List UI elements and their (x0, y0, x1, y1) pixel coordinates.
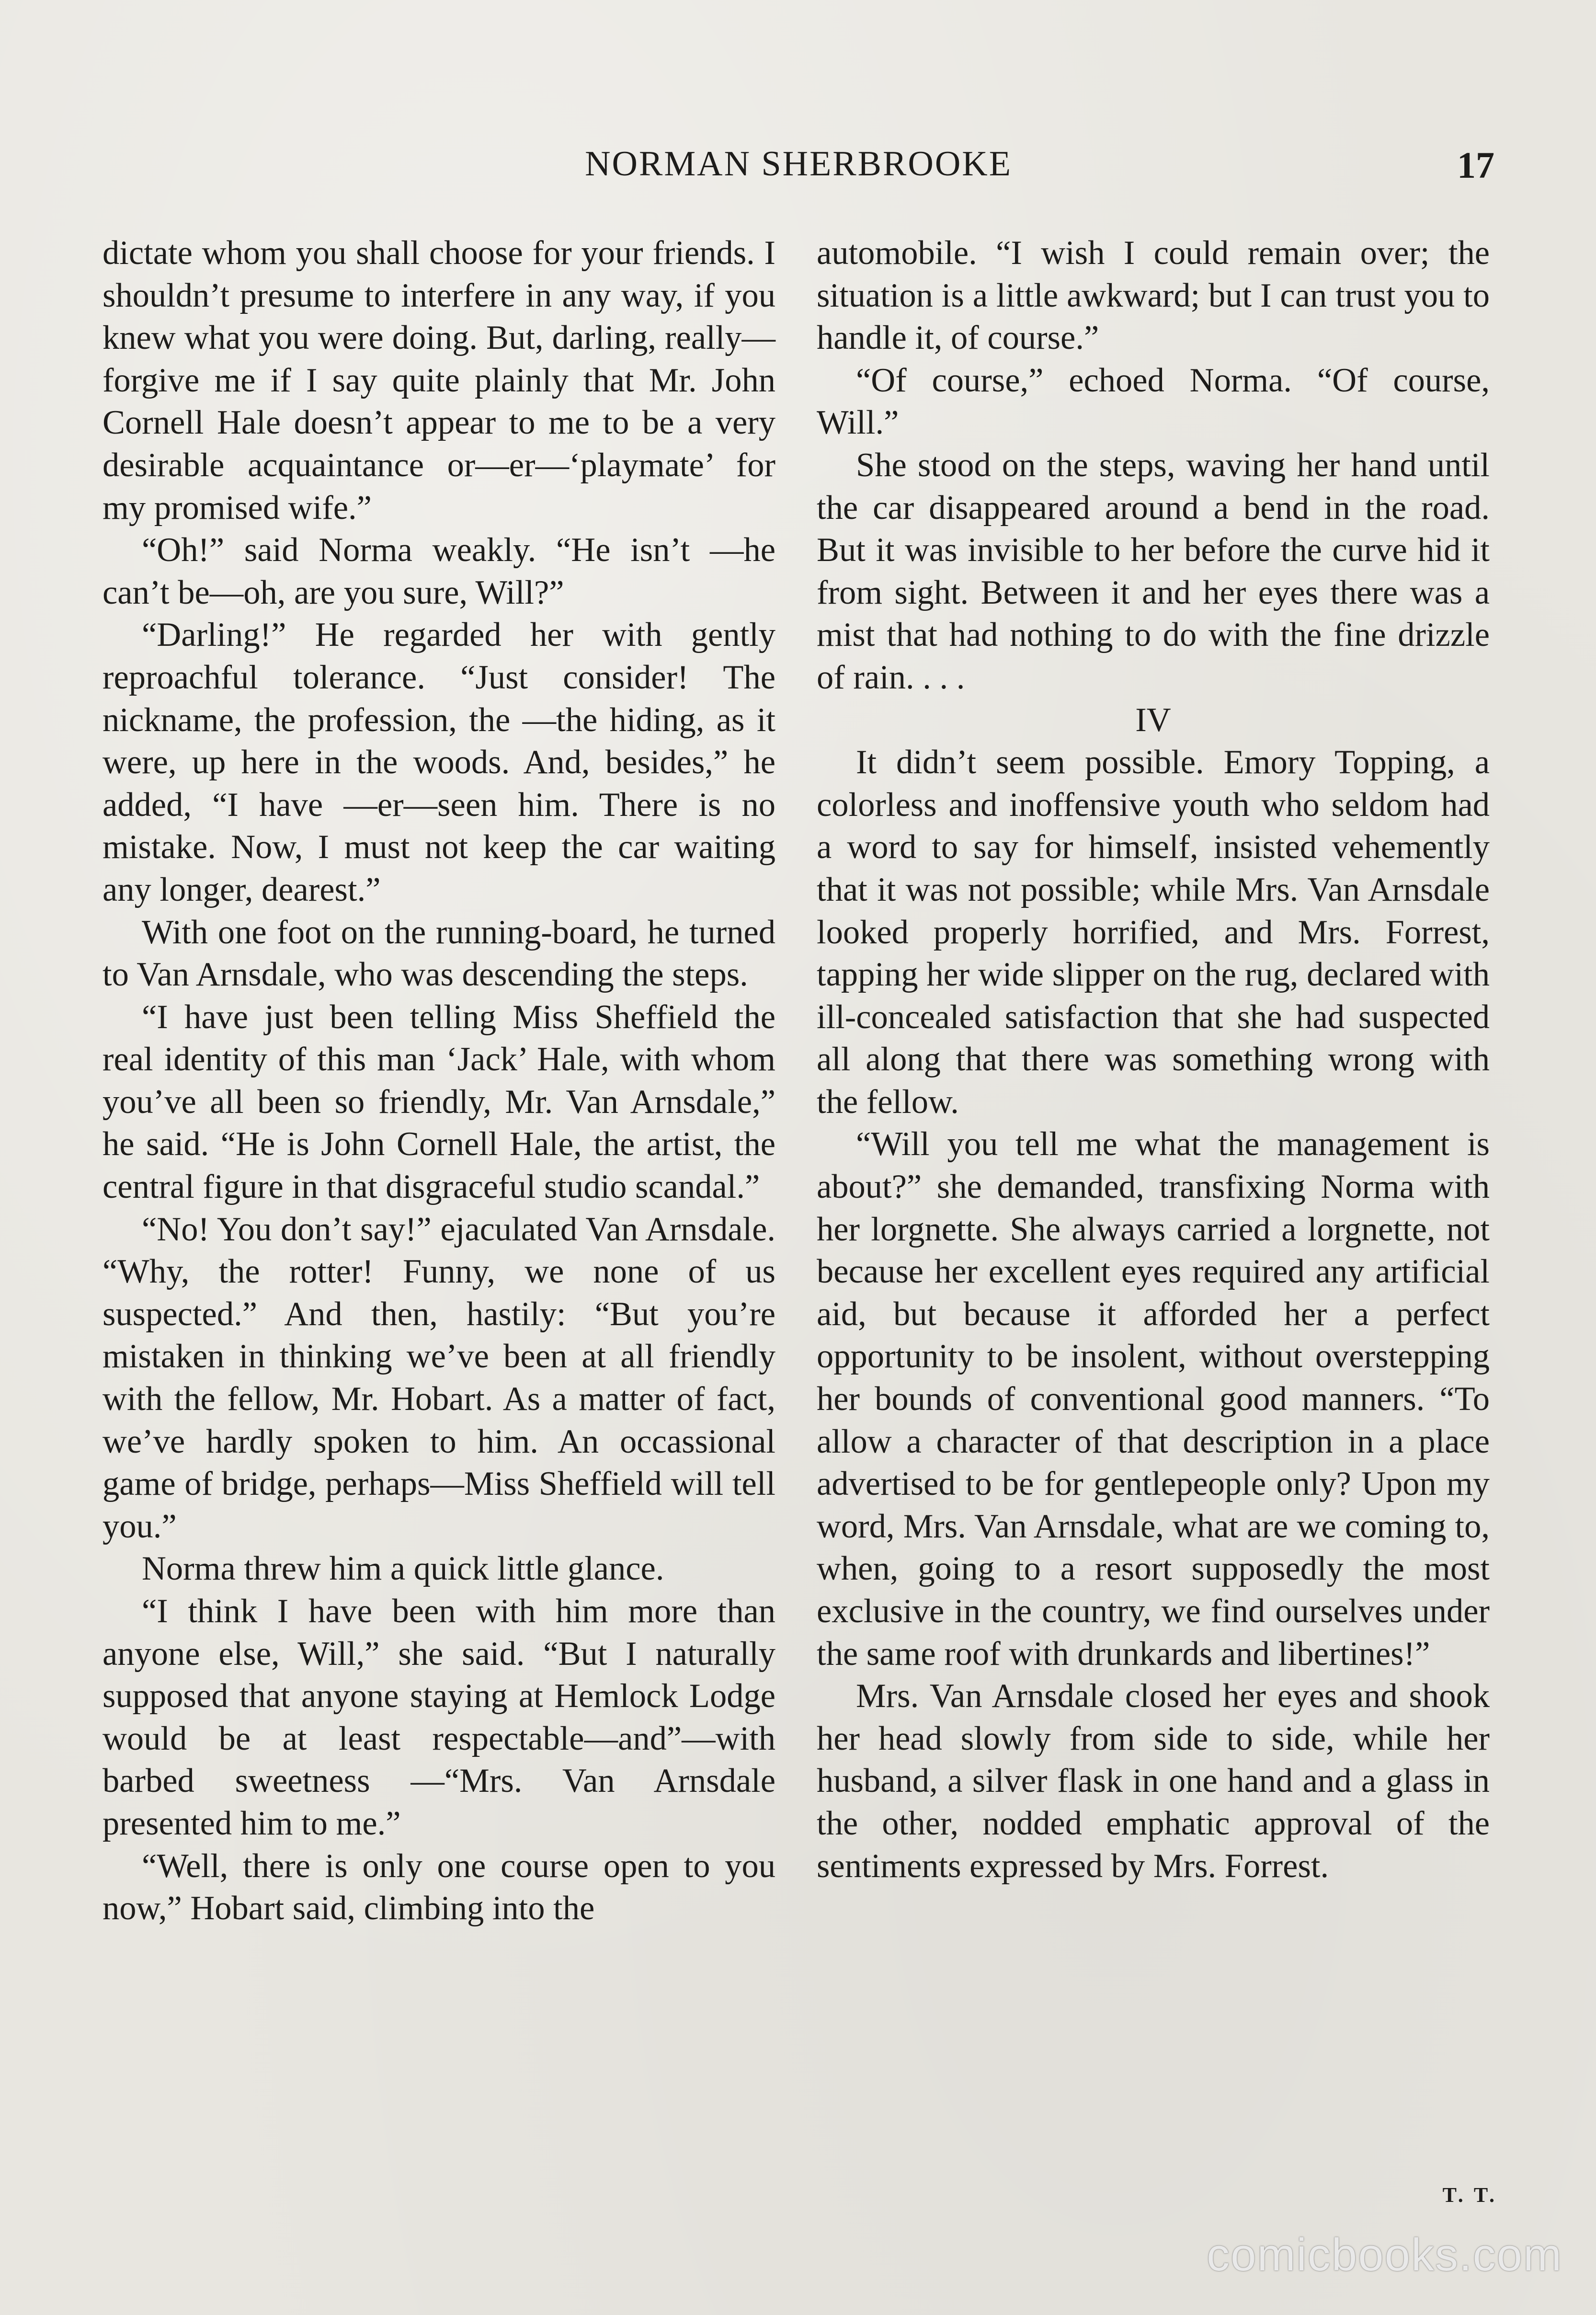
paragraph: She stood on the steps, waving her hand until the car disappeared around a bend in the road. But it was invisible to her before the curve hid it from sight. Between it and her eyes there was a mist that had nothing to do with the fine drizzle of rain. . . . (817, 446, 1490, 696)
left-column (103, 232, 775, 1930)
right-column (817, 232, 1490, 1887)
paragraph: It didn’t seem possible. Emory Topping, a colorless and inoffensive youth who seldom had a word to say for himself, insisted vehemently that it was not possible; while Mrs. Van Arnsdale looked properly horrified, and Mrs. Forrest, tapping her wide slipper on the rug, declared with ill-concealed satisfaction that she had suspected all along that there was something wrong with the fellow. (817, 744, 1490, 1121)
page-header (103, 144, 1494, 196)
running-title: NORMAN SHERBROOKE (585, 144, 1012, 183)
paragraph: “I think I have been with him more than anyone else, Will,” she said. “But I naturally supposed that anyone staying at Hemlock Lodge would be at least respectable—and”—with barbed sweetness —“Mrs. Van Arnsdale presented him to me.” (103, 1593, 775, 1842)
paragraph: “Of course,” echoed Norma. “Of course, Will.” (817, 361, 1490, 442)
paragraph: “Oh!” said Norma weakly. “He isn’t —he can’t be—oh, are you sure, Will?” (103, 531, 775, 611)
paragraph: “Will you tell me what the management is about?” she demanded, transfixing Norma with her lorgnette. She always carried a lorgnette, not because her excellent eyes required any artificial aid, but because it afforded her a perfect opportunity to be insolent, without overstepping her bounds of conventional good manners. “To allow a character of that description in a place advertised to be for gentlepeople only? Upon my word, Mrs. Van Arnsdale, what are we coming to, when, going to a resort supposedly the most exclusive in the country, we find ourselves under the same roof with drunkards and libertines!” (817, 1125, 1490, 1673)
watermark: comicbooks.com (1207, 2229, 1562, 2281)
paragraph: “Well, there is only one course open to you now,” Hobart said, climbing into the (103, 1847, 775, 1927)
paragraph: “Darling!” He regarded her with gently reproachful tolerance. “Just consider! The nickname, the profession, the —the hiding, as it were, up here in the woods. And, besides,” he added, “I have —er—seen him. There is no mistake. Now, I must not keep the car waiting any longer, dearest.” (103, 616, 775, 908)
paragraph: Norma threw him a quick little glance. (142, 1550, 664, 1588)
paragraph: With one foot on the running-board, he turned to Van Arnsdale, who was descending the steps. (103, 913, 775, 994)
paragraph: Mrs. Van Arnsdale closed her eyes and shook her head slowly from side to side, while her husband, a silver flask in one hand and a glass in the other, nodded emphatic approval of the sentiments expressed by Mrs. Forrest. (817, 1677, 1490, 1885)
author-initials: T. T. (1442, 2183, 1497, 2207)
paragraph: automobile. “I wish I could remain over; the situation is a little awkward; but I can trust you to handle it, of course.” (817, 234, 1490, 357)
paragraph: “No! You don’t say!” ejaculated Van Arnsdale. “Why, the rotter! Funny, we none of us suspected.” And then, hastily: “But you’re mistaken in thinking we’ve been at all friendly with the fellow, Mr. Hobart. As a matter of fact, we’ve hardly spoken to him. An occassional game of bridge, perhaps—Miss Sheffield will tell you.” (103, 1210, 775, 1545)
paragraph: dictate whom you shall choose for your friends. I shouldn’t presume to interfere in any way, if you knew what you were doing. But, darling, really—forgive me if I say quite plainly that Mr. John Cornell Hale doesn’t appear to me to be a very desirable acquaintance or—er—‘playmate’ for my promised wife.” (103, 234, 775, 527)
page-number: 17 (1457, 144, 1494, 186)
paragraph: “I have just been telling Miss Sheffield the real identity of this man ‘Jack’ Hale, with whom you’ve all been so friendly, Mr. Van Arnsdale,” he said. “He is John Cornell Hale, the artist, the central figure in that disgraceful studio scandal.” (103, 998, 775, 1206)
section-heading: IV (1135, 701, 1171, 739)
